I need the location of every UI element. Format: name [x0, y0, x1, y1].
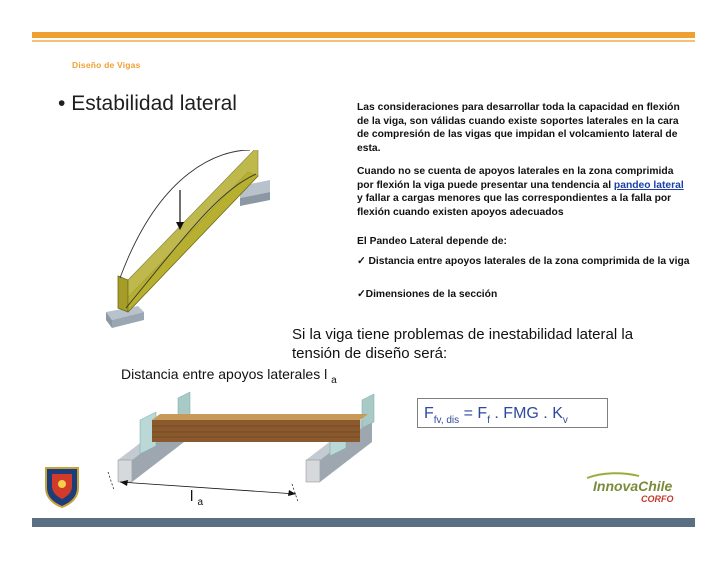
paragraph-lateral-supports: Las consideraciones para desarrollar toda la capacidad en flexión de la viga, son válidas cuando existe soportes laterales en la cara de compresión de las vigas que impidan el volcamiento lateral de esta.	[357, 102, 680, 154]
pandeo-lateral-link[interactable]: pandeo lateral	[613, 179, 684, 191]
supported-beam-diagram	[100, 390, 400, 515]
dimension-tick-left	[108, 472, 114, 490]
dimension-label	[190, 488, 203, 508]
buckled-shape-upper	[120, 150, 250, 278]
beam-end-face	[118, 276, 128, 312]
lateral-buckling-diagram	[100, 150, 290, 330]
formula-eq: = F	[459, 405, 488, 422]
header-accent-bar	[32, 32, 695, 38]
formula-F2-sub: f	[487, 415, 490, 426]
dimension-label-text: l	[190, 488, 194, 505]
section-label: Diseño de Vigas	[72, 60, 141, 70]
right-brace-back	[362, 394, 374, 428]
formula-F1: F	[424, 405, 434, 422]
paragraph-no-supports-end: y fallar a cargas menores que las correspondientes a la falla por flexión cuando existen apoyos adecuados	[357, 193, 672, 218]
beam-side-face	[128, 150, 258, 312]
left-rail-end	[118, 460, 132, 482]
distance-label	[121, 366, 337, 386]
check-item-dimensions: ✓Dimensiones de la sección	[357, 289, 498, 300]
distance-label-sub: a	[331, 375, 337, 386]
brand-name: InnovaChile	[593, 478, 673, 494]
brand-sub: CORFO	[641, 494, 674, 504]
dimension-label-sub: a	[197, 497, 204, 508]
formula-K-sub: v	[562, 415, 568, 426]
paragraph-no-supports	[357, 165, 692, 219]
wood-beam-top	[152, 414, 368, 420]
university-crest-icon	[44, 464, 80, 508]
condition-text: Si la viga tiene problemas de inestabilidad lateral la tensión de diseño será:	[292, 326, 634, 362]
paragraph-no-supports-start: Cuando no se cuenta de apoyos laterales en la zona comprimida por flexión la viga puede presentar una tendencia al	[357, 166, 674, 191]
design-stress-formula	[417, 398, 608, 428]
wood-beam-front	[152, 420, 360, 442]
right-rail-end	[306, 460, 320, 482]
formula-F1-sub: fv, dis	[433, 415, 460, 426]
footer-bar	[32, 518, 695, 527]
header-accent-line	[32, 40, 695, 42]
distance-label-text: Distancia entre apoyos laterales l	[121, 366, 328, 382]
bullet-title: • Estabilidad lateral	[58, 92, 237, 115]
bullet-title-text: Estabilidad lateral	[71, 92, 237, 115]
formula-mid: . FMG . K	[489, 405, 563, 422]
dimension-line	[120, 482, 296, 494]
paragraph-depends-on: El Pandeo Lateral depende de:	[357, 236, 507, 247]
check-item-distance: ✓ Distancia entre apoyos laterales de la zona comprimida de la viga	[357, 256, 690, 267]
